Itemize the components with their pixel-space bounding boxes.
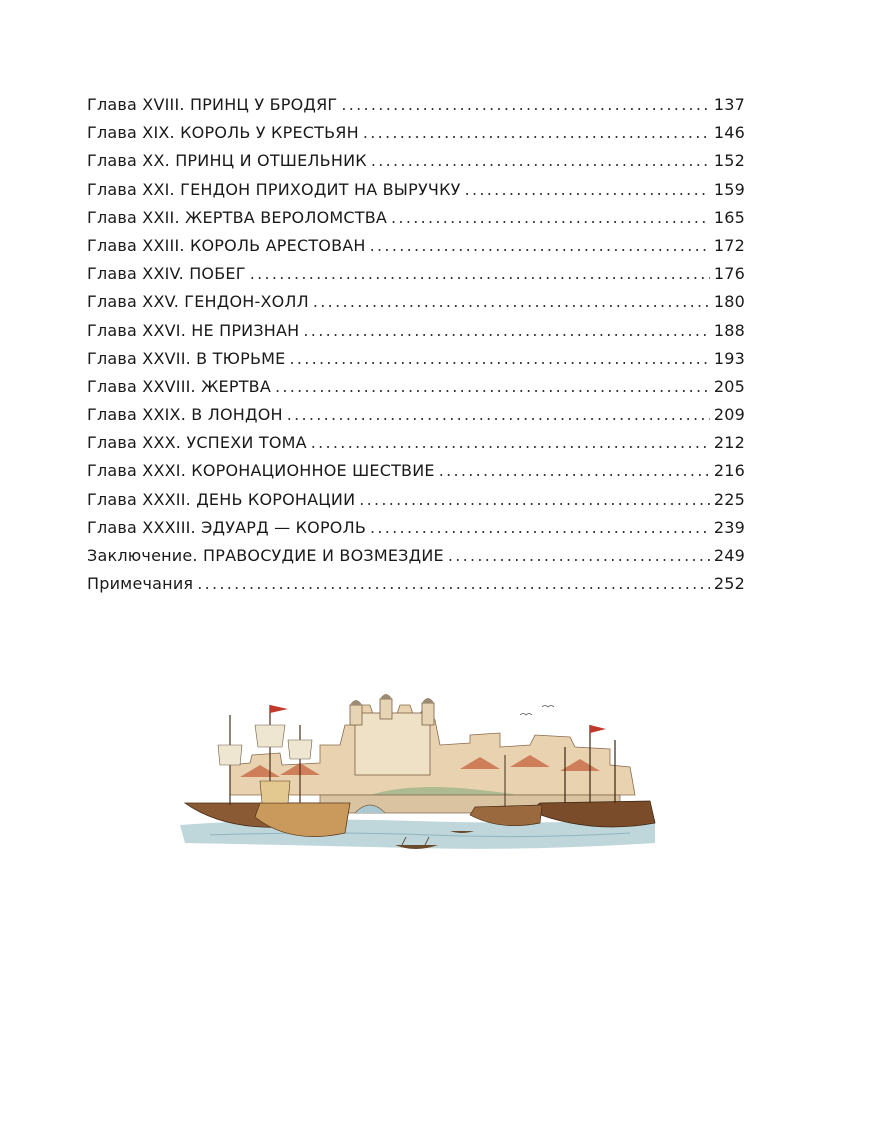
toc-entry-page: 172 bbox=[713, 235, 745, 255]
toc-entry-title: Глава XXVI. НЕ ПРИЗНАН bbox=[87, 320, 300, 340]
toc-entry[interactable] bbox=[87, 151, 745, 179]
toc-entry-title: Примечания bbox=[87, 574, 194, 594]
toc-leader-dots bbox=[371, 151, 710, 170]
toc-entry-page: 176 bbox=[713, 264, 745, 284]
toc-leader-dots bbox=[287, 405, 710, 424]
toc-entry-title: Глава XXXI. КОРОНАЦИОННОЕ ШЕСТВИЕ bbox=[87, 461, 435, 481]
toc-entry-page: 239 bbox=[713, 517, 745, 537]
toc-entry[interactable] bbox=[87, 546, 745, 574]
toc-entry-title: Глава XXXIII. ЭДУАРД — КОРОЛЬ bbox=[87, 517, 367, 537]
toc-entry[interactable] bbox=[87, 574, 745, 602]
toc-entry[interactable] bbox=[87, 461, 745, 489]
toc-entry-page: 205 bbox=[713, 376, 745, 396]
toc-entry-title: Глава XXI. ГЕНДОН ПРИХОДИТ НА ВЫРУЧКУ bbox=[87, 179, 461, 199]
toc-leader-dots bbox=[439, 461, 710, 480]
toc-entry-page: 165 bbox=[713, 207, 745, 227]
toc-entry[interactable] bbox=[87, 208, 745, 236]
toc-leader-dots bbox=[313, 292, 710, 311]
toc-entry[interactable] bbox=[87, 490, 745, 518]
toc-leader-dots bbox=[303, 321, 709, 340]
toc-entry-title: Глава XXV. ГЕНДОН-ХОЛЛ bbox=[87, 292, 309, 312]
toc-leader-dots bbox=[465, 180, 710, 199]
toc-entry-page: 188 bbox=[713, 320, 745, 340]
toc-entry-title: Глава XXII. ЖЕРТВА ВЕРОЛОМСТВА bbox=[87, 207, 388, 227]
toc-leader-dots bbox=[391, 208, 710, 227]
toc-leader-dots bbox=[370, 236, 710, 255]
toc-entry-page: 225 bbox=[713, 489, 745, 509]
toc-leader-dots bbox=[250, 264, 710, 283]
toc-entry-title: Глава XXX. УСПЕХИ ТОМА bbox=[87, 433, 307, 453]
toc-entry[interactable] bbox=[87, 405, 745, 433]
toc-entry-page: 159 bbox=[713, 179, 745, 199]
toc-entry-title: Глава XXVIII. ЖЕРТВА bbox=[87, 376, 271, 396]
toc-entry-title: Глава XXXII. ДЕНЬ КОРОНАЦИИ bbox=[87, 489, 356, 509]
toc-entry-page: 137 bbox=[713, 95, 745, 114]
toc-entry[interactable] bbox=[87, 377, 745, 405]
toc-entry[interactable] bbox=[87, 292, 745, 320]
toc-leader-dots bbox=[275, 377, 710, 396]
toc-entry-page: 216 bbox=[713, 461, 745, 481]
toc-entry-title: Глава XXIII. КОРОЛЬ АРЕСТОВАН bbox=[87, 235, 366, 255]
toc-leader-dots bbox=[197, 574, 710, 593]
toc-leader-dots bbox=[370, 518, 710, 537]
toc-entry-page: 252 bbox=[713, 574, 745, 594]
toc-entry[interactable] bbox=[87, 321, 745, 349]
toc-entry-page: 212 bbox=[713, 433, 745, 453]
toc-entry[interactable] bbox=[87, 123, 745, 151]
toc-entry-page: 152 bbox=[713, 151, 745, 171]
toc-leader-dots bbox=[311, 433, 710, 452]
toc-entry-page: 146 bbox=[713, 123, 745, 143]
toc-entry[interactable] bbox=[87, 236, 745, 264]
toc-entry-page: 249 bbox=[713, 546, 745, 565]
toc-entry-title: Глава XX. ПРИНЦ И ОТШЕЛЬНИК bbox=[87, 151, 367, 171]
toc-leader-dots bbox=[289, 349, 709, 368]
toc-entry[interactable] bbox=[87, 180, 745, 208]
toc-entry-page: 193 bbox=[713, 348, 745, 368]
toc-entry-page: 180 bbox=[713, 292, 745, 312]
toc-leader-dots bbox=[359, 490, 710, 509]
toc-entry[interactable] bbox=[87, 95, 745, 123]
toc-entry[interactable] bbox=[87, 349, 745, 377]
toc-entry-title: Глава XIX. КОРОЛЬ У КРЕСТЬЯН bbox=[87, 123, 359, 143]
toc-entry-title: Заключение. ПРАВОСУДИЕ И ВОЗМЕЗДИЕ bbox=[87, 546, 444, 565]
toc-entry[interactable] bbox=[87, 518, 745, 546]
toc-leader-dots bbox=[363, 123, 710, 142]
toc-leader-dots bbox=[341, 95, 709, 114]
toc-entry-title: Глава XXVII. В ТЮРЬМЕ bbox=[87, 348, 286, 368]
table-of-contents bbox=[87, 95, 745, 602]
toc-entry-page: 209 bbox=[713, 405, 745, 425]
toc-entry-title: Глава XXIV. ПОБЕГ bbox=[87, 264, 246, 284]
toc-entry-title: Глава XXIX. В ЛОНДОН bbox=[87, 405, 283, 425]
toc-leader-dots bbox=[448, 546, 710, 565]
tower-of-london-harbor-illustration bbox=[170, 685, 660, 865]
toc-entry[interactable] bbox=[87, 264, 745, 292]
toc-entry-title: Глава XVIII. ПРИНЦ У БРОДЯГ bbox=[87, 95, 338, 114]
toc-entry[interactable] bbox=[87, 433, 745, 461]
